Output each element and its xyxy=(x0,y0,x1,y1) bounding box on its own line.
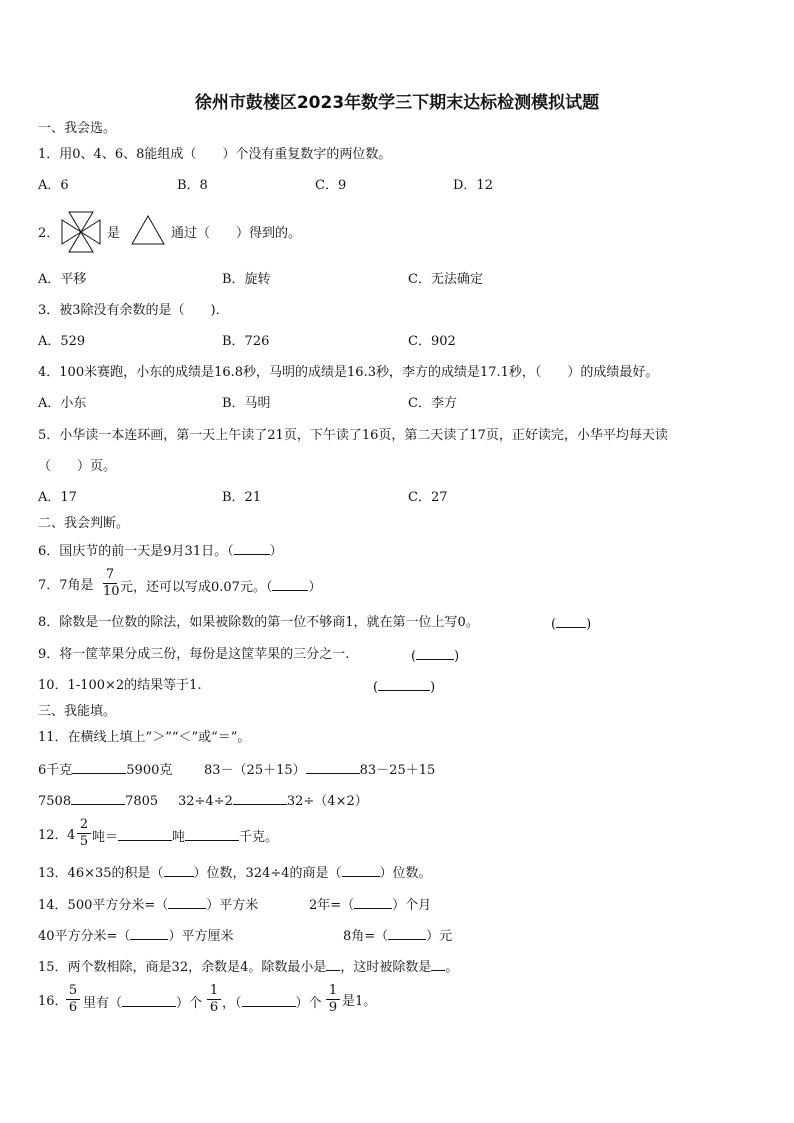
q14-text: 40平方分米=（ xyxy=(38,929,131,944)
question-9: 9．将一筐苹果分成三份，每份是这筐苹果的三分之一. xyxy=(38,647,350,662)
q14-text: 8角=（ xyxy=(343,929,389,944)
question-16-end: 是1。 xyxy=(342,994,377,1009)
q14-text: 2年=（ xyxy=(309,898,355,913)
q12-text: 吨 xyxy=(172,830,186,845)
q5-option-b: B．21 xyxy=(222,490,262,505)
q2-option-a: A．平移 xyxy=(38,272,87,287)
expr: 7508 xyxy=(38,794,72,809)
question-12-number: 12． xyxy=(38,828,68,843)
q16-text: ）个 xyxy=(295,996,322,1011)
q13-text: ）位数，324÷4的商是（ xyxy=(193,866,342,881)
question-14-part-4 xyxy=(343,927,452,945)
answer-blank[interactable] xyxy=(130,927,168,940)
answer-blank[interactable] xyxy=(556,615,586,628)
q14-text: 14．500平方分米=（ xyxy=(38,898,169,913)
q1-option-d: D．12 xyxy=(453,178,493,193)
question-5-line-2: （ ）页。 xyxy=(38,459,117,474)
answer-blank[interactable] xyxy=(71,792,125,805)
question-8-answer xyxy=(551,615,591,633)
q16-text: 里有（ xyxy=(83,996,123,1011)
q14-text: ）元 xyxy=(426,929,453,944)
question-6-text: 6．国庆节的前一天是9月31日。（ xyxy=(38,544,234,559)
fraction-7-10 xyxy=(103,567,120,599)
question-12 xyxy=(92,828,278,846)
question-6 xyxy=(38,542,283,560)
q11-row-2-left xyxy=(38,792,158,810)
section-1-heading: 一、我会选。 xyxy=(38,121,117,136)
answer-blank[interactable] xyxy=(354,896,392,909)
answer-blank[interactable] xyxy=(168,896,206,909)
answer-blank[interactable] xyxy=(164,864,194,877)
q12-text: 吨＝ xyxy=(92,830,119,845)
answer-blank[interactable] xyxy=(118,828,172,841)
question-11: 11．在横线上填上“＞”“＜”或“＝”。 xyxy=(38,730,251,745)
answer-blank[interactable] xyxy=(72,761,126,774)
question-10: 10．1-100×2的结果等于1. xyxy=(38,678,202,693)
section-3-heading: 三、我能填。 xyxy=(38,704,117,719)
answer-blank[interactable] xyxy=(342,864,380,877)
q3-option-b: B．726 xyxy=(222,334,270,349)
close-paren: ) xyxy=(454,649,460,664)
question-16-part-1 xyxy=(83,994,202,1012)
fraction-numerator: 2 xyxy=(79,817,89,832)
fraction-2-5 xyxy=(77,818,91,849)
question-10-answer xyxy=(373,678,435,696)
answer-blank[interactable] xyxy=(326,958,340,971)
fraction-numerator: 7 xyxy=(105,567,115,582)
q1-option-b: B．8 xyxy=(177,178,208,193)
fraction-numerator: 5 xyxy=(68,983,78,998)
q4-option-a: A．小东 xyxy=(38,396,87,411)
pinwheel-figure xyxy=(61,211,101,253)
answer-blank[interactable] xyxy=(431,958,445,971)
q3-option-c: C．902 xyxy=(408,334,456,349)
close-paren: ） xyxy=(308,580,322,595)
q1-option-a: A．6 xyxy=(38,178,69,193)
question-14-part-2 xyxy=(309,896,431,914)
question-16-number: 16． xyxy=(38,994,68,1009)
expr: 32÷4÷2 xyxy=(178,794,233,809)
expr: 83－（25＋15） xyxy=(204,763,306,778)
mixed-number-whole: 4 xyxy=(67,828,76,843)
q14-text: ）平方厘米 xyxy=(168,929,234,944)
expr: 32÷（4×2） xyxy=(286,794,368,809)
fraction-1-6 xyxy=(207,984,221,1015)
q13-text: ）位数。 xyxy=(379,866,432,881)
q11-row-2-right xyxy=(178,792,368,810)
fraction-numerator: 1 xyxy=(328,983,338,998)
question-14-part-3 xyxy=(38,927,233,945)
q12-text: 千克。 xyxy=(239,830,279,845)
q14-text: ）个月 xyxy=(392,898,432,913)
question-14-part-1 xyxy=(38,896,258,914)
q3-option-a: A．529 xyxy=(38,334,86,349)
q11-row-1-left xyxy=(38,761,172,779)
open-paren: ( xyxy=(373,680,379,695)
question-3: 3．被3除没有余数的是（ )． xyxy=(38,303,229,318)
expr: 6千克 xyxy=(38,763,73,778)
q15-text: ，这时被除数是 xyxy=(340,960,432,975)
question-16-part-2 xyxy=(222,994,322,1012)
q2-option-b: B．旋转 xyxy=(222,272,271,287)
question-1: 1．用0、4、6、8能组成（ ）个没有重复数字的两位数。 xyxy=(38,147,392,162)
close-paren: ） xyxy=(269,544,283,559)
q15-text: 15．两个数相除，商是32，余数是4。除数最小是 xyxy=(38,960,327,975)
question-2-is: 是 xyxy=(107,226,121,241)
q4-option-c: C．李方 xyxy=(408,396,457,411)
question-7-prefix: 7．7角是 xyxy=(38,578,94,593)
fraction-numerator: 1 xyxy=(209,983,219,998)
q2-option-c: C．无法确定 xyxy=(408,272,483,287)
fraction-5-6 xyxy=(66,984,80,1015)
close-paren: ) xyxy=(586,617,592,632)
answer-blank[interactable] xyxy=(234,542,270,555)
question-5-line-1: 5．小华读一本连环画，第一天上午读了21页，下午读了16页，第二天读了17页，正好读完，小华平均每天读 xyxy=(38,428,668,443)
answer-blank[interactable] xyxy=(272,578,308,591)
question-7-text: 元，还可以写成0.07元。（ xyxy=(120,580,273,595)
answer-blank[interactable] xyxy=(306,761,360,774)
fraction-denominator: 6 xyxy=(68,1000,78,1015)
question-7 xyxy=(120,578,321,596)
open-paren: ( xyxy=(551,617,557,632)
expr: 5900克 xyxy=(126,763,173,778)
fraction-denominator: 5 xyxy=(79,834,89,849)
question-4: 4．100米赛跑，小东的成绩是16.8秒，马明的成绩是16.3秒，李方的成绩是17.1秒，（ ）的成绩最好。 xyxy=(38,365,659,380)
page-title: 徐州市鼓楼区2023年数学三下期末达标检测模拟试题 xyxy=(194,93,600,113)
q5-option-c: C．27 xyxy=(408,490,448,505)
q13-text: 13．46×35的积是（ xyxy=(38,866,164,881)
fraction-denominator: 9 xyxy=(328,1000,338,1015)
section-2-heading: 二、我会判断。 xyxy=(38,516,130,531)
fraction-1-9 xyxy=(326,984,340,1015)
q5-option-a: A．17 xyxy=(38,490,77,505)
triangle-figure xyxy=(131,215,165,245)
answer-blank[interactable] xyxy=(122,994,176,1007)
close-paren: ) xyxy=(430,680,436,695)
q14-text: ）平方米 xyxy=(206,898,259,913)
question-8: 8．除数是一位数的除法，如果被除数的第一位不够商1，就在第一位上写0。 xyxy=(38,615,479,630)
question-13 xyxy=(38,864,432,882)
answer-blank[interactable] xyxy=(233,792,287,805)
q4-option-b: B．马明 xyxy=(222,396,271,411)
question-9-answer xyxy=(411,647,459,665)
answer-blank[interactable] xyxy=(378,678,430,691)
q16-text: ）个 xyxy=(176,996,203,1011)
expr: 83－25＋15 xyxy=(359,763,436,778)
answer-blank[interactable] xyxy=(388,927,426,940)
q1-option-c: C．9 xyxy=(315,178,347,193)
open-paren: ( xyxy=(411,649,417,664)
q16-text: ，（ xyxy=(222,996,242,1011)
fraction-denominator: 10 xyxy=(103,584,120,599)
q11-row-1-right xyxy=(204,761,435,779)
answer-blank[interactable] xyxy=(416,647,454,660)
q15-text: 。 xyxy=(445,960,459,975)
question-2-number: 2． xyxy=(38,226,60,241)
answer-blank[interactable] xyxy=(242,994,296,1007)
fraction-denominator: 6 xyxy=(209,1000,219,1015)
question-2-tail: 通过（ ）得到的。 xyxy=(171,226,302,241)
expr: 7805 xyxy=(125,794,159,809)
answer-blank[interactable] xyxy=(185,828,239,841)
question-15 xyxy=(38,958,458,976)
